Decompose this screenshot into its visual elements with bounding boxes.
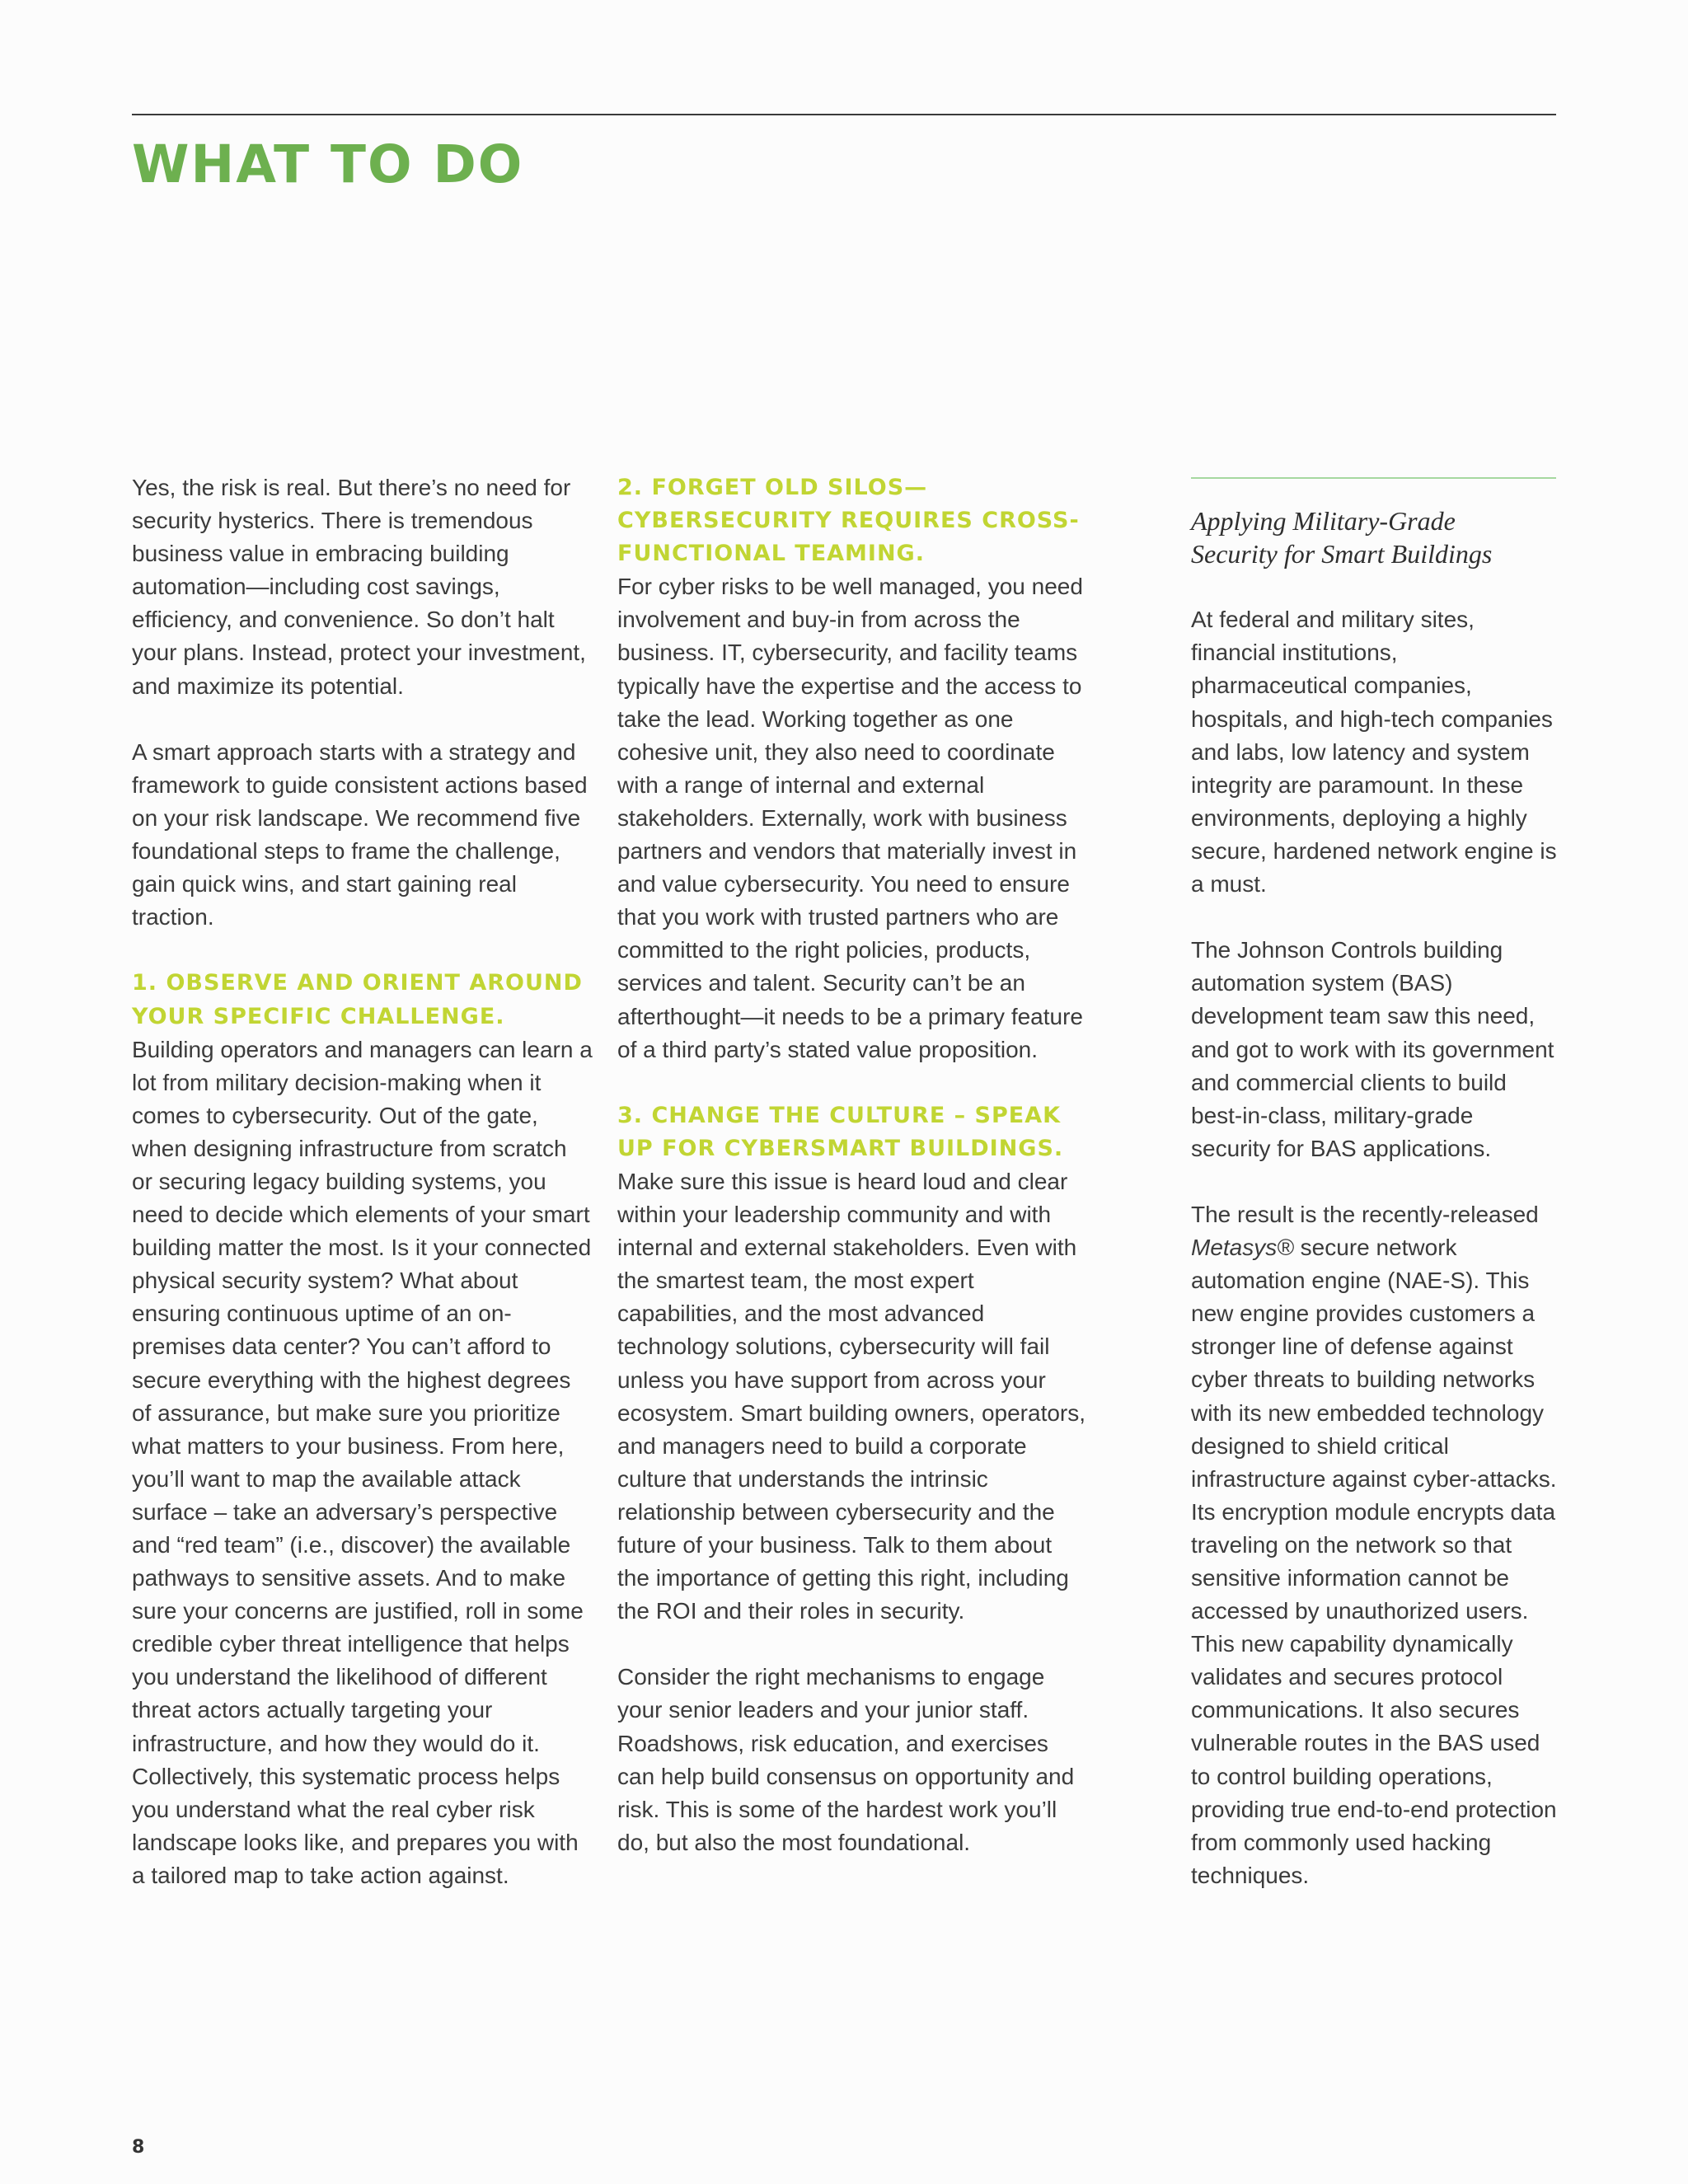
sidebar: [1191, 471, 1558, 1892]
sidebar-paragraph-3-lead: The result is the recently-released: [1191, 1201, 1539, 1227]
step-1-body: Building operators and managers can learn a lot from military decision-making when it comes to cybersecurity. Out of the gate, when designing infrastructure from scratch or securing legacy building systems, you need to decide which elements of your smart building matter the most. Is it your connected physical security system? What about ensuring continuous uptime of an on-premises data center? You can’t afford to secure everything with the highest degrees of assurance, but make sure you prioritize what matters to your business. From here, you’ll want to map the available attack surface – take an adversary’s perspective and “red team” (i.e., discover) the available pathways to sensitive assets. And to make sure your concerns are justified, roll in some credible cyber threat intelligence that helps you understand the likelihood of different threat actors actually targeting your infrastructure, and how they would do it. Collectively, this systematic process helps you understand what the real cyber risk landscape looks like, and prepares you with a tailored map to take action against.: [132, 1036, 593, 1888]
sidebar-paragraph-2: The Johnson Controls building automation system (BAS) development team saw this need, and got to work with its government and commercial clients to build best-in-class, military-grade security for BAS applications.: [1191, 937, 1554, 1161]
intro-paragraph-2: A smart approach starts with a strategy and framework to guide consistent actions based on your risk landscape. We recommend five foundational steps to frame the challenge, gain quick wins, and start gaining real traction.: [132, 738, 588, 930]
sidebar-paragraph-1: At federal and military sites, financial institutions, pharmaceutical companies, hospitals, and high-tech companies and labs, low latency and system integrity are paramount. In these environments, deploying a highly secure, hardened network engine is a must.: [1191, 607, 1557, 898]
page-title: WHAT TO DO: [132, 134, 524, 194]
intro-paragraph-1: Yes, the risk is real. But there’s no need for security hysterics. There is tremendous business value in embracing building automation—including cost savings, efficiency, and convenience. So don’t halt your plans. Instead, protect your investment, and maximize its potential.: [132, 475, 586, 699]
step-1-heading: 1. OBSERVE AND ORIENT AROUND YOUR SPECIFIC CHALLENGE.: [132, 970, 583, 1029]
column-middle: [617, 471, 1089, 1859]
sidebar-title-line-2: Security for Smart Buildings: [1191, 539, 1493, 569]
sidebar-title-line-1: Applying Military-Grade: [1191, 506, 1456, 536]
metasys-trademark: Metasys®: [1191, 1235, 1294, 1261]
step-3-body: Make sure this issue is heard loud and clear within your leadership community and with internal and external stakeholders. Even with the smartest team, the most expert capabilities, and the most advanced technology solutions, cybersecurity will fail unless you have support from across your ecosystem. Smart building owners, operators, and managers need to build a corporate culture that understands the intrinsic relationship between cybersecurity and the future of your business. Talk to them about the importance of getting this right, including the ROI and their roles in security.: [617, 1168, 1086, 1624]
sidebar-title: [1191, 504, 1558, 570]
step-3-body-continued: Consider the right mechanisms to engage your senior leaders and your junior staff. Roadshows, risk education, and exercises can help build consensus on opportunity and risk. This is some of the hardest work you’ll do, but also the most foundational.: [617, 1664, 1075, 1855]
sidebar-paragraph-3: [1191, 1198, 1558, 1892]
sidebar-paragraph-3-rest: secure network automation engine (NAE-S). This new engine provides customers a stronger line of defense against cyber threats to building networks with its new embedded technology designed to shield critical infrastructure against cyber-attacks. Its encryption module encrypts data traveling on the network so that sensitive information cannot be accessed by unauthorized users. This new capability dynamically validates and secures protocol communications. It also secures vulnerable routes in the BAS used to control building operations, providing true end-to-end protection from commonly used hacking techniques.: [1191, 1235, 1557, 1888]
page-number: 8: [132, 2137, 145, 2158]
top-divider-rule: [132, 114, 1556, 115]
column-left: [132, 471, 593, 1892]
step-2-heading: 2. FORGET OLD SILOS—CYBERSECURITY REQUIRES CROSS-FUNCTIONAL TEAMING.: [617, 475, 1080, 567]
step-2-body: For cyber risks to be well managed, you need involvement and buy-in from across the business. IT, cybersecurity, and facility teams typically have the expertise and the access to take the lead. Working together as one cohesive unit, they also need to coordinate with a range of internal and external stakeholders. Externally, work with business partners and vendors that materially invest in and value cybersecurity. You need to ensure that you work with trusted partners who are committed to the right policies, products, services and talent. Security can’t be an afterthought—it needs to be a primary feature of a third party’s stated value proposition.: [617, 574, 1083, 1062]
step-3-heading: 3. CHANGE THE CULTURE – SPEAK UP FOR CYBERSMART BUILDINGS.: [617, 1102, 1064, 1161]
